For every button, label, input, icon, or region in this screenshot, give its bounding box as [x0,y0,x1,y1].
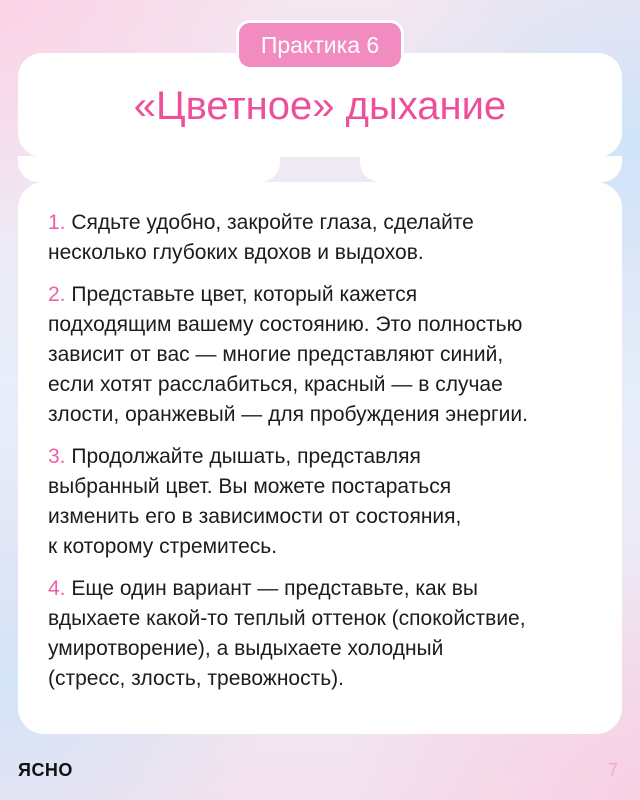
page-title: «Цветное» дыхание [133,84,507,128]
card-connector-right [360,156,622,182]
step-text: Сядьте удобно, закройте глаза, сделайте несколько глубоких вдохов и выдохов. [48,211,474,264]
step-number: 3. [48,445,66,468]
practice-badge: Практика 6 [236,20,404,70]
step-text: Еще один вариант — представьте, как вы вдыхаете какой-то теплый оттенок (спокойствие, умиротворение), а выдыхаете холодный (стресс, злость, тревожность). [48,577,526,690]
step-item [48,208,608,268]
step-number: 4. [48,577,66,600]
step-item [48,574,608,694]
step-number: 2. [48,283,66,306]
card-connector-left [18,156,280,182]
brand-logo: ЯСНО [18,760,73,780]
steps-list [48,208,608,706]
step-number: 1. [48,211,66,234]
step-text: Продолжайте дышать, представляя выбранный цвет. Вы можете постараться изменить его в зависимости от состояния, к которому стремитесь. [48,445,462,558]
step-text: Представьте цвет, который кажется подходящим вашему состоянию. Это полностью зависит от вас — многие представляют синий, если хотят расслабиться, красный — в случае злости, оранжевый — для пробуждения энергии. [48,283,528,426]
page-number: 7 [607,760,618,780]
step-item [48,442,608,562]
step-item [48,280,608,430]
